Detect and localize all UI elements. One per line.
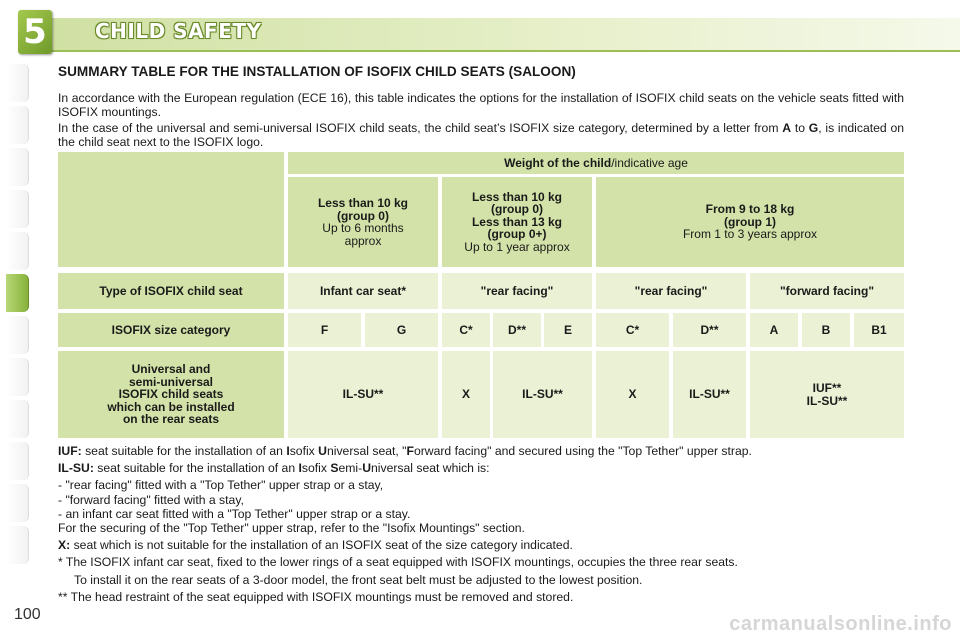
group-0-approx: approx [344, 233, 382, 248]
note-x-label: X: [58, 538, 71, 553]
note-letter: I [298, 461, 302, 476]
size-cell: A [750, 313, 798, 347]
note-text: seat which is not suitable for the installation of an ISOFIX seat of the size category indicated. [70, 538, 573, 553]
chapter-tab-6-active[interactable] [6, 274, 29, 312]
rear-label-line: ISOFIX child seats [118, 387, 224, 402]
rear-value-forward-cell [750, 351, 904, 438]
intro-paragraph-2 [58, 122, 904, 149]
note-x [58, 538, 904, 552]
page-title: CHILD SAFETY [95, 19, 262, 43]
note-ilsu [58, 461, 904, 475]
rear-value-cell: X [442, 351, 490, 438]
group-0plus-weight-a: Less than 10 kg [471, 189, 563, 204]
rear-label-line: which can be installed [107, 399, 235, 414]
size-cell: D** [673, 313, 746, 347]
weight-header-bold: Weight of the child [504, 155, 612, 170]
rear-value-cell: X [596, 351, 669, 438]
table-corner-cell [58, 152, 284, 267]
chapter-tab-2[interactable] [6, 106, 29, 144]
list-item: - an infant car seat fitted with a "Top Tether" upper strap or a stay. [58, 506, 411, 521]
note-text: niversal seat which is: [371, 461, 490, 476]
header-rule [48, 50, 960, 52]
intro-section [58, 64, 904, 152]
chapter-tabs [0, 60, 30, 580]
group-0-cell [288, 177, 438, 267]
chapter-tab-7[interactable] [6, 316, 29, 354]
group-1-weight: From 9 to 18 kg [705, 202, 795, 217]
note-text: niversal seat, " [326, 444, 407, 458]
footnote-single-star-continued: To install it on the rear seats of a 3-door model, the front seat belt must be adjusted to the lowest position. [74, 572, 643, 587]
chapter-tab-12[interactable] [6, 526, 29, 564]
section-title: SUMMARY TABLE FOR THE INSTALLATION OF ISOFIX CHILD SEATS (SALOON) [58, 64, 576, 79]
size-cell: C* [596, 313, 669, 347]
group-0plus-cell [442, 177, 592, 267]
group-0plus-weight-b: Less than 13 kg [471, 214, 563, 229]
note-letter: F [406, 444, 414, 458]
type-rear-facing-1: "rear facing" [442, 273, 592, 309]
note-text: seat suitable for the installation of an [93, 461, 299, 476]
size-cell: B [802, 313, 850, 347]
chapter-tab-5[interactable] [6, 232, 29, 270]
group-0plus-label-a: (group 0) [491, 202, 543, 217]
type-infant-car-seat: Infant car seat* [288, 273, 438, 309]
size-cell: B1 [854, 313, 904, 347]
isofix-summary-table [58, 152, 904, 438]
rear-value-cell: IL-SU** [673, 351, 746, 438]
size-row-label: ISOFIX size category [58, 313, 284, 347]
footnote-double-star: ** The head restraint of the seat equipped with ISOFIX mountings must be removed and stored. [58, 589, 574, 604]
note-letter: I [286, 444, 290, 458]
rear-value-iuf: IUF** [812, 381, 842, 395]
note-text: sofix [301, 461, 331, 476]
note-iuf-label: IUF: [58, 444, 82, 458]
weight-header-rest: /indicative age [611, 155, 688, 170]
note-text: sofix [289, 444, 319, 458]
group-1-label: (group 1) [724, 214, 776, 229]
note-text: emi- [338, 461, 363, 476]
watermark: carmanualsonline.info [729, 613, 952, 635]
intro-p2-letter-a: A [782, 121, 792, 135]
note-securing: For the securing of the "Top Tether" upper strap, refer to the "Isofix Mountings" section. [58, 521, 525, 536]
group-1-cell [596, 177, 904, 267]
intro-p2-to: to [791, 121, 809, 135]
intro-p2-letter-g: G [808, 121, 819, 135]
type-row-label: Type of ISOFIX child seat [58, 273, 284, 309]
legend-notes [58, 444, 904, 604]
intro-paragraph-1: In accordance with the European regulation (ECE 16), this table indicates the options for the installation of ISOFIX child seats on the vehicle seats fitted with ISOFIX mountings. [58, 91, 904, 119]
rear-value-cell: IL-SU** [288, 351, 438, 438]
note-iuf [58, 444, 904, 458]
group-0plus-label-b: (group 0+) [487, 227, 547, 242]
note-ilsu-label: IL-SU: [58, 461, 94, 476]
chapter-tab-11[interactable] [6, 484, 29, 522]
size-cell: G [365, 313, 438, 347]
rear-label-line: Universal and [131, 362, 211, 377]
group-0-weight: Less than 10 kg [317, 196, 409, 210]
weight-header [288, 152, 904, 174]
group-0-label: (group 0) [336, 208, 389, 223]
chapter-badge: 5 [18, 10, 52, 54]
chapter-tab-4[interactable] [6, 190, 29, 228]
note-letter: S [330, 461, 339, 476]
size-cell: E [544, 313, 592, 347]
group-1-age: From 1 to 3 years approx [682, 227, 818, 242]
note-letter: U [362, 461, 371, 476]
rear-seats-row-label [58, 351, 284, 438]
note-text: seat suitable for the installation of an [81, 444, 287, 458]
type-forward-facing: "forward facing" [750, 273, 904, 309]
footnote-single-star: * The ISOFIX infant car seat, fixed to the lower rings of a seat equipped with ISOFIX mountings, occupies the three rear seats. [58, 555, 738, 570]
rear-value-cell: IL-SU** [493, 351, 592, 438]
chapter-tab-9[interactable] [6, 400, 29, 438]
rear-label-line: on the rear seats [122, 412, 220, 427]
group-0plus-age: Up to 1 year approx [464, 239, 570, 254]
group-0-age: Up to 6 months [322, 221, 404, 235]
note-text: orward facing" and secured using the "Top Tether" upper strap. [413, 444, 752, 458]
chapter-tab-1[interactable] [6, 64, 29, 102]
intro-p2-text: In the case of the universal and semi-universal ISOFIX child seats, the child seat’s ISOFIX size category, determined by a letter from [58, 121, 783, 135]
size-cell: F [288, 313, 361, 347]
note-letter: U [318, 444, 327, 458]
size-cell: C* [442, 313, 490, 347]
chapter-tab-3[interactable] [6, 148, 29, 186]
intro-p2-rest: , is indicated on the child seat next to the ISOFIX logo. [58, 121, 904, 149]
chapter-tab-10[interactable] [6, 442, 29, 480]
chapter-tab-8[interactable] [6, 358, 29, 396]
page-number: 100 [14, 606, 41, 623]
rear-label-line: semi-universal [128, 374, 214, 389]
rear-value-ilsu: IL-SU** [806, 393, 848, 408]
list-item: - "forward facing" fitted with a stay, [58, 492, 244, 507]
type-rear-facing-2: "rear facing" [596, 273, 746, 309]
size-cell: D** [493, 313, 541, 347]
list-item: - "rear facing" fitted with a "Top Tether" upper strap or a stay, [58, 478, 384, 493]
